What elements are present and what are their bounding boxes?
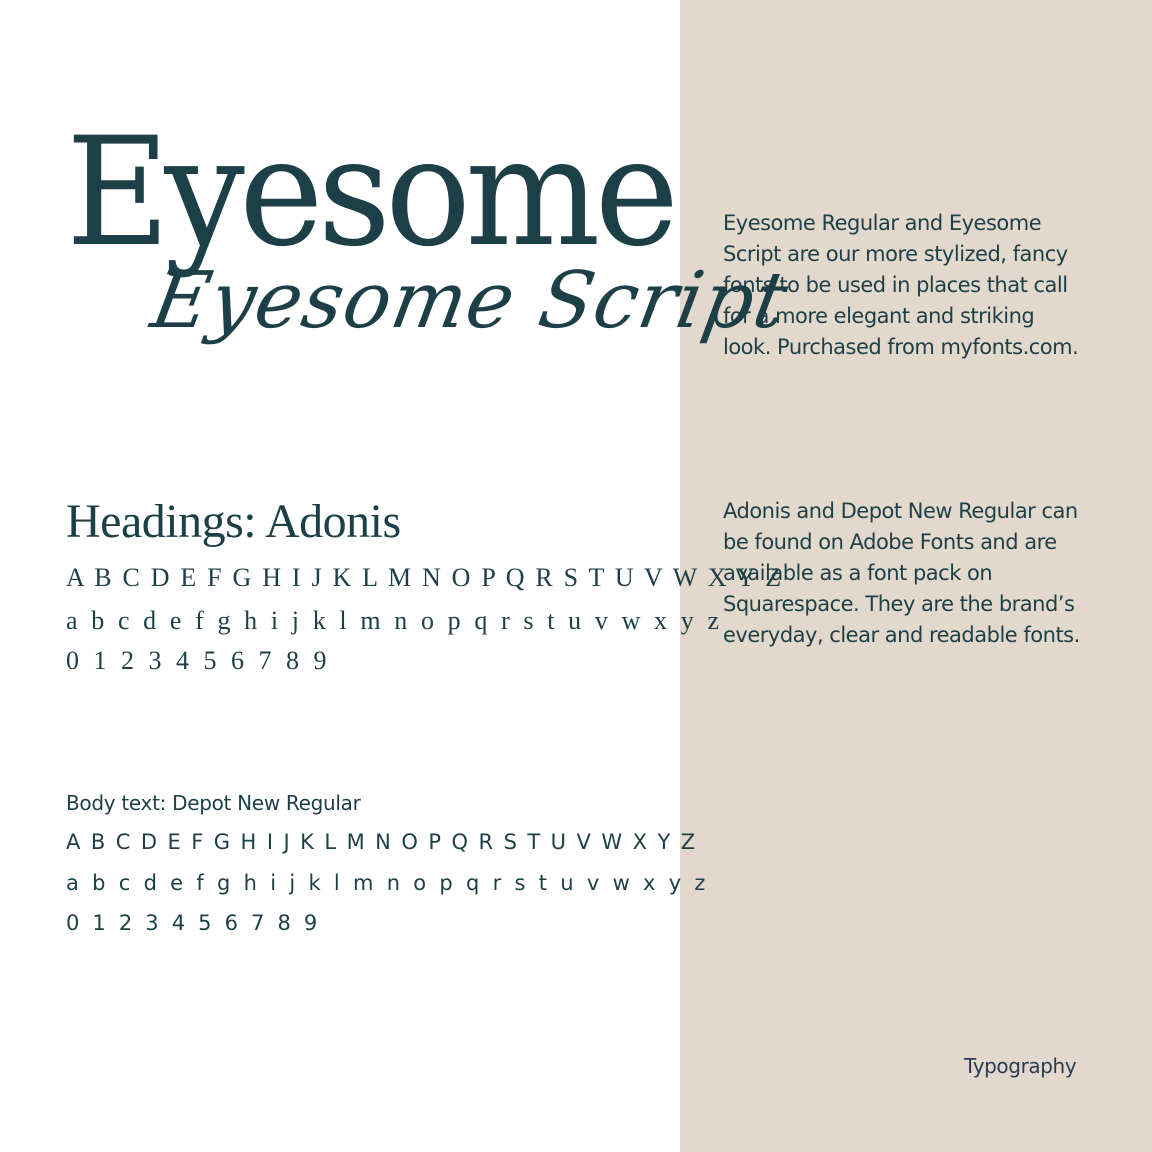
headings-font-title: Headings: Adonis bbox=[66, 495, 401, 548]
adonis-digits-specimen: 0 1 2 3 4 5 6 7 8 9 bbox=[66, 646, 331, 675]
body-font-title: Body text: Depot New Regular bbox=[66, 791, 361, 815]
adonis-depot-description: Adonis and Depot New Regular can be found on Adobe Fonts and are available as a font pack on Squarespace. They are the brand’s everyday, clear and readable fonts. bbox=[723, 499, 1080, 647]
adonis-uppercase-specimen: A B C D E F G H I J K L M N O P Q R S T U V W X Y Z bbox=[66, 563, 784, 592]
eyesome-description: Eyesome Regular and Eyesome Script are our more stylized, fancy fonts to be used in places that call for a more elegant and striking look. Purchased from myfonts.com. bbox=[723, 211, 1079, 359]
depot-uppercase-specimen: A B C D E F G H I J K L M N O P Q R S T U V W X Y Z bbox=[66, 830, 698, 854]
depot-digits-specimen: 0 1 2 3 4 5 6 7 8 9 bbox=[66, 911, 321, 935]
section-label: Typography bbox=[964, 1054, 1077, 1078]
eyesome-display-title: Eyesome bbox=[66, 106, 674, 280]
eyesome-script-title: Eyesome Script bbox=[145, 256, 795, 346]
depot-lowercase-specimen: a b c d e f g h i j k l m n o p q r s t u v w x y z bbox=[66, 871, 709, 895]
adonis-lowercase-specimen: a b c d e f g h i j k l m n o p q r s t u v w x y z bbox=[66, 606, 723, 635]
